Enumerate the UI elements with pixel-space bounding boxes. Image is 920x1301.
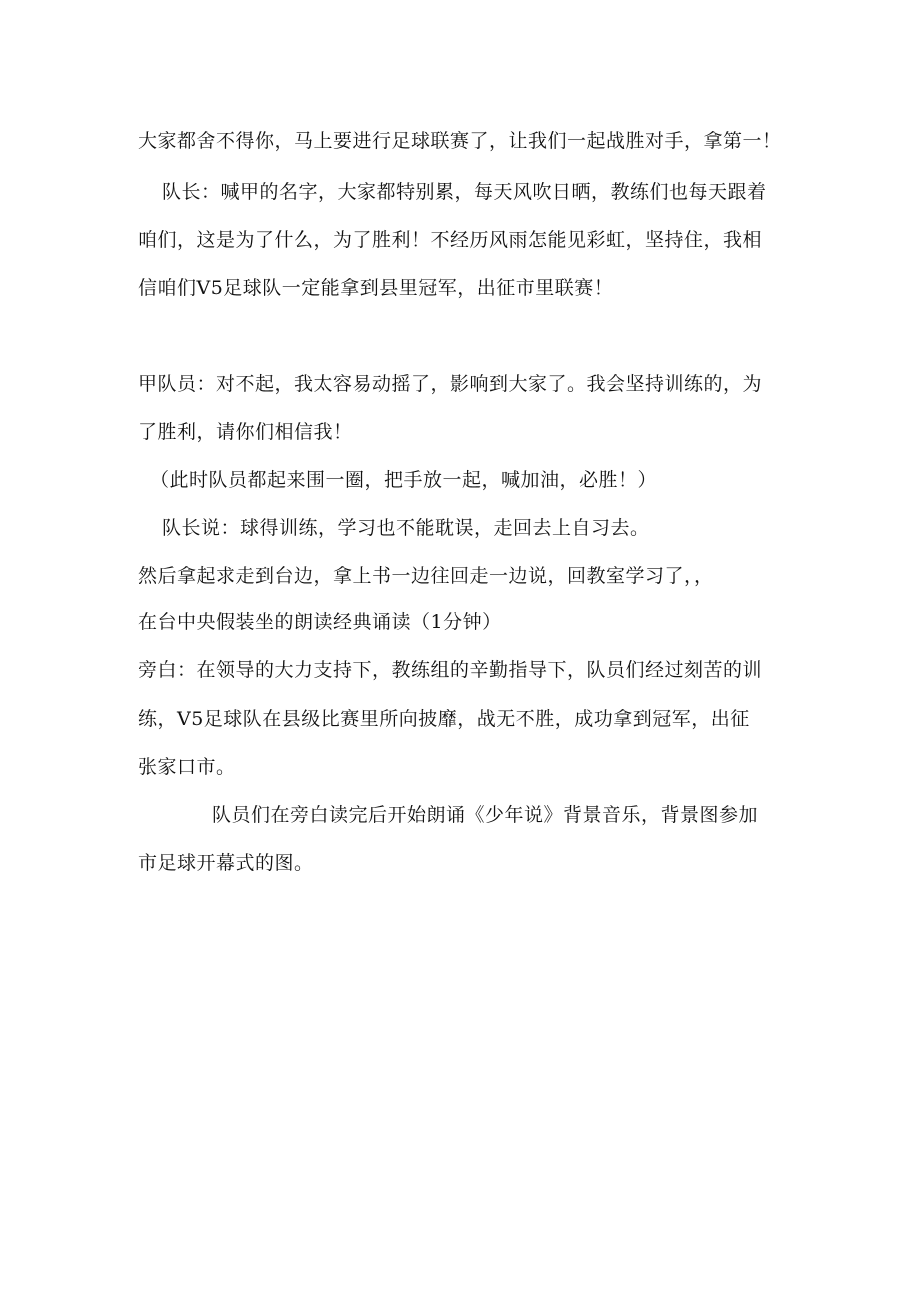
text-line-13: 张家口市。 [138,756,236,778]
text-line-5: 甲队员：对不起，我太容易动摇了，影响到大家了。我会坚持训练的，为 [138,373,763,395]
text-line-1: 大家都舍不得你，马上要进行足球联赛了，让我们一起战胜对手，拿第一！ [138,130,782,152]
text-line-12: 练，V5足球队在县级比赛里所向披靡，战无不胜，成功拿到冠军，出征 [138,708,750,730]
text-line-9: 然后拿起求走到台边，拿上书一边往回走一边说，回教室学习了，， [138,565,714,587]
text-line-14: 队员们在旁白读完后开始朗诵《少年说》背景音乐，背景图参加 [212,804,759,826]
text-line-10: 在台中央假装坐的朗读经典诵读（1分钟） [138,611,502,633]
text-line-4: 信咱们V5足球队一定能拿到县里冠军，出征市里联赛！ [138,277,614,299]
text-line-15: 市足球开幕式的图。 [138,852,314,874]
text-line-11: 旁白：在领导的大力支持下，教练组的辛勤指导下，队员们经过刻苦的训 [138,659,763,681]
text-line-8: 队长说：球得训练，学习也不能耽误，走回去上自习去。 [162,517,650,539]
text-line-3: 咱们，这是为了什么，为了胜利！不经历风雨怎能见彩虹，坚持住，我相 [138,229,763,251]
text-line-6: 了胜利，请你们相信我！ [138,421,353,443]
text-line-7: （此时队员都起来围一圈，把手放一起，喊加油，必胜！） [150,469,658,491]
text-line-2: 队长：喊甲的名字，大家都特别累，每天风吹日晒，教练们也每天跟着 [162,181,767,203]
